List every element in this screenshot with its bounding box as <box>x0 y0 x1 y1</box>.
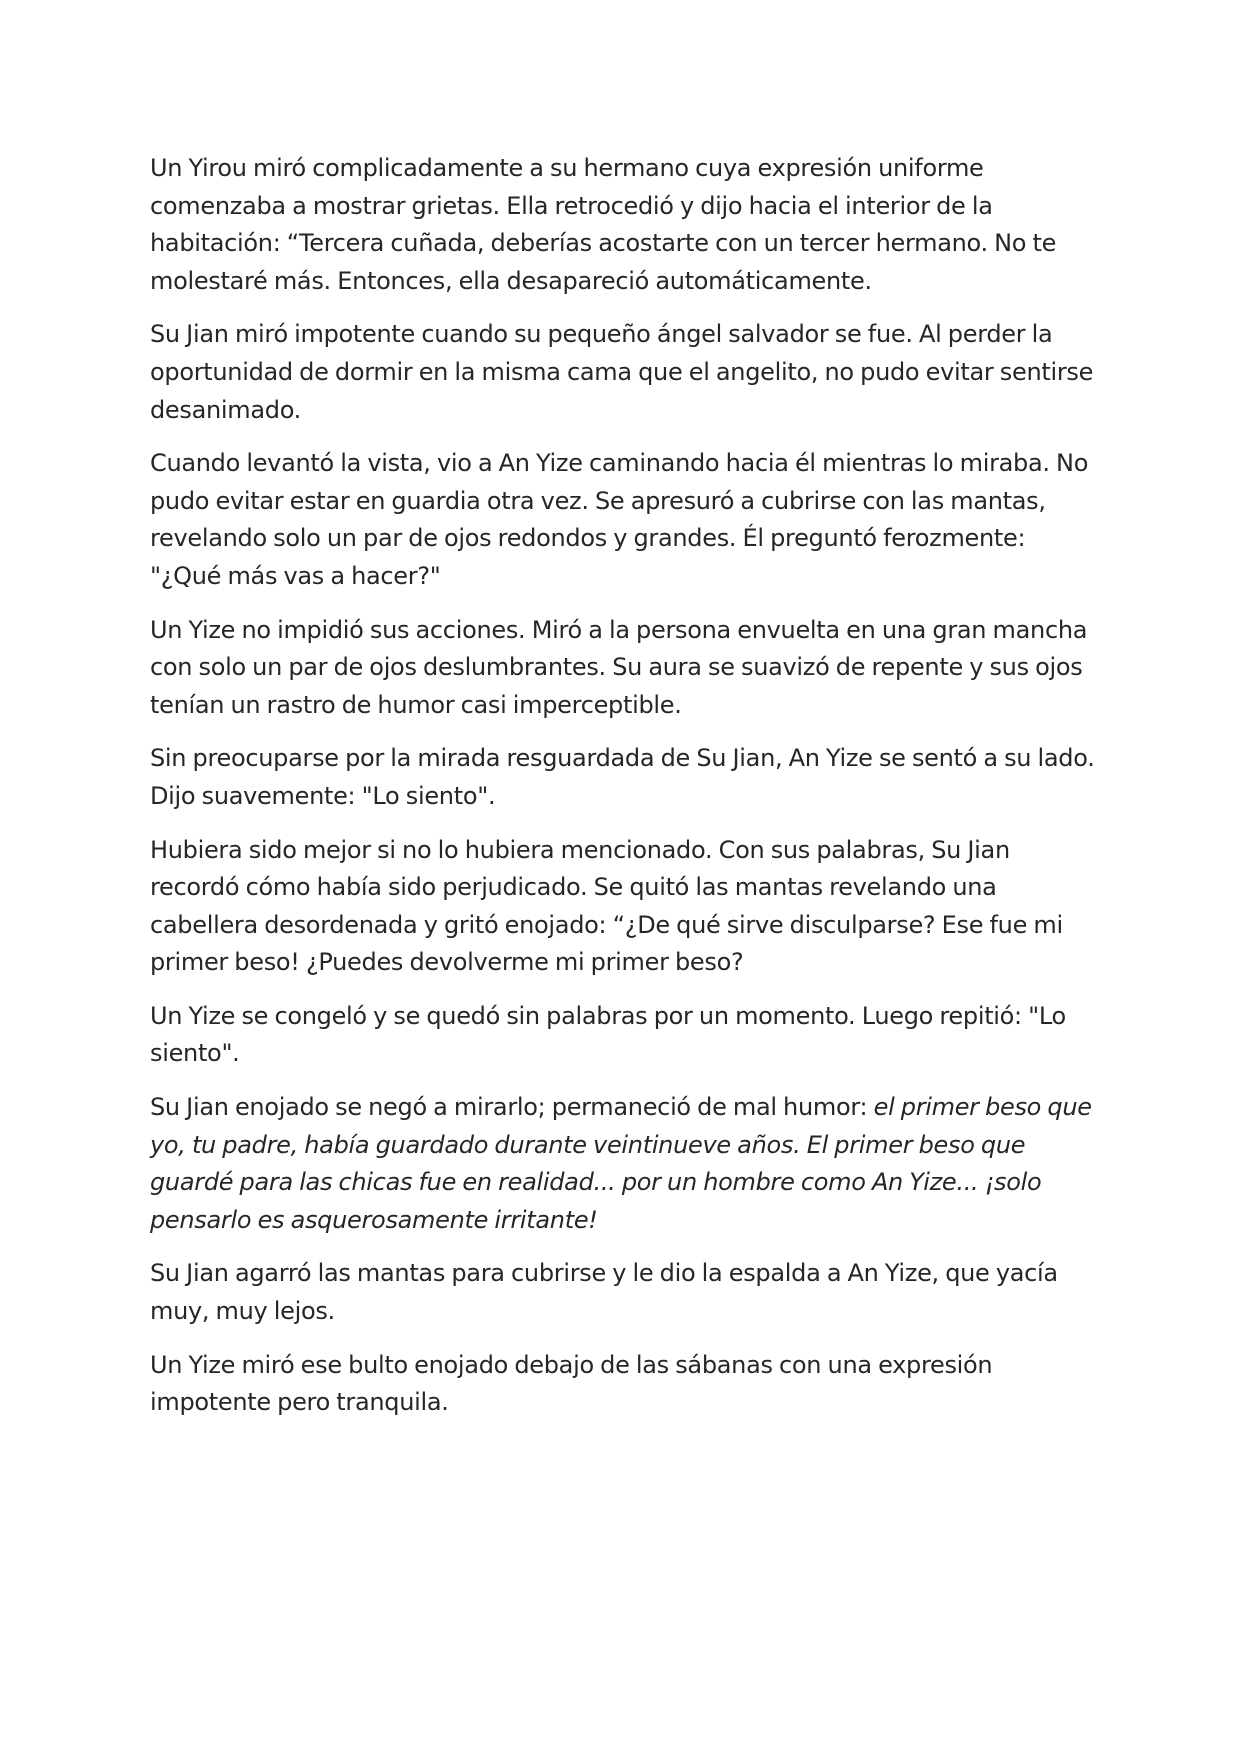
paragraph-8-italic-thought: el primer beso que yo, tu padre, había guardado durante veintinueve años. El primer beso que guardé para las chicas fue en realidad... por un hombre como An Yize... ¡solo pensarlo es asquerosamente irritante! <box>150 1093 1092 1234</box>
paragraph-1: Un Yirou miró complicadamente a su hermano cuya expresión uniforme comenzaba a mostrar grietas. Ella retrocedió y dijo hacia el interior de la habitación: “Tercera cuñada, deberías acostarte con un tercer hermano. No te molestaré más. Entonces, ella desapareció automáticamente. <box>150 154 1057 295</box>
document-page <box>150 150 1100 1438</box>
paragraph-10: Un Yize miró ese bulto enojado debajo de las sábanas con una expresión impotente pero tranquila. <box>150 1350 993 1417</box>
paragraph-8-lead: Su Jian enojado se negó a mirarlo; permaneció de mal humor: <box>150 1093 874 1122</box>
paragraph-4: Un Yize no impidió sus acciones. Miró a la persona envuelta en una gran mancha con solo un par de ojos deslumbrantes. Su aura se suavizó de repente y sus ojos tenían un rastro de humor casi imperceptible. <box>150 615 1088 719</box>
paragraph-6: Hubiera sido mejor si no lo hubiera mencionado. Con sus palabras, Su Jian recordó cómo había sido perjudicado. Se quitó las mantas revelando una cabellera desordenada y gritó enojado: “¿De qué sirve disculparse? Ese fue mi primer beso! ¿Puedes devolverme mi primer beso? <box>150 835 1063 977</box>
paragraph-5: Sin preocuparse por la mirada resguardada de Su Jian, An Yize se sentó a su lado. Dijo suavemente: "Lo siento". <box>150 744 1095 810</box>
paragraph-7: Un Yize se congeló y se quedó sin palabras por un momento. Luego repitió: "Lo siento". <box>150 1001 1066 1068</box>
paragraph-3: Cuando levantó la vista, vio a An Yize caminando hacia él mientras lo miraba. No pudo evitar estar en guardia otra vez. Se apresuró a cubrirse con las mantas, revelando solo un par de ojos redondos y grandes. Él preguntó ferozmente: "¿Qué más vas a hacer?" <box>150 449 1089 590</box>
paragraph-2: Su Jian miró impotente cuando su pequeño ángel salvador se fue. Al perder la oportunidad de dormir en la misma cama que el angelito, no pudo evitar sentirse desanimado. <box>150 320 1094 424</box>
paragraph-9: Su Jian agarró las mantas para cubrirse y le dio la espalda a An Yize, que yacía muy, muy lejos. <box>150 1259 1058 1326</box>
paragraph-8 <box>150 1089 1100 1239</box>
